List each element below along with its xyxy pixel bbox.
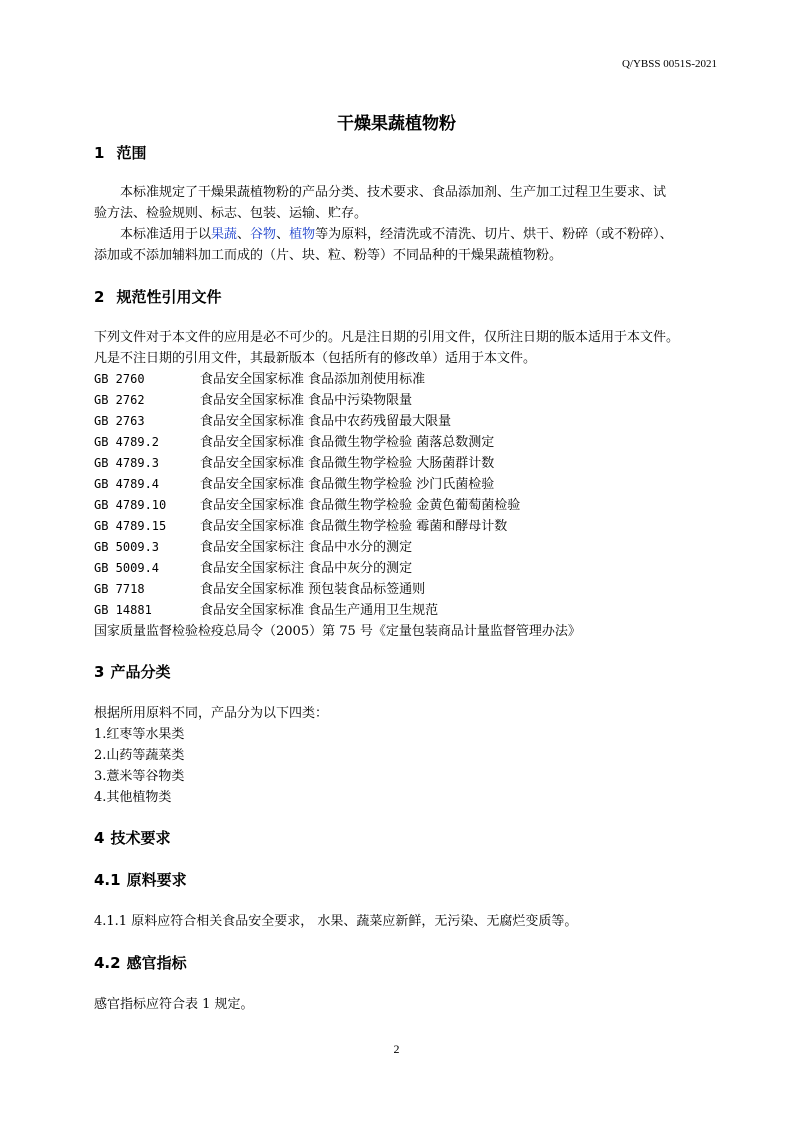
section-number: 4.1	[94, 871, 121, 889]
reference-item	[94, 411, 451, 432]
link-zhiwu[interactable]: 植物	[289, 227, 316, 242]
classification-item: 1.红枣等水果类	[94, 727, 185, 742]
section-3-heading	[94, 662, 170, 682]
scope-p2-prefix: 本标准适用于以	[120, 227, 212, 242]
reference-code: GB 5009.3	[94, 540, 160, 554]
reference-code: GB 4789.15	[94, 519, 167, 533]
classification-intro: 根据所用原料不同，产品分为以下四类：	[94, 706, 329, 721]
reference-code: GB 14881	[94, 603, 152, 617]
section-number: 4	[94, 829, 105, 847]
reference-code: GB 2762	[94, 393, 145, 407]
reference-title: 食品安全国家标注 食品中水分的测定	[200, 540, 413, 555]
link-guoshu[interactable]: 果蔬	[211, 227, 238, 242]
section-4-1-heading	[94, 870, 187, 890]
reference-item	[94, 390, 412, 411]
reference-title: 食品安全国家标准 食品中污染物限量	[200, 393, 413, 408]
section-title: 感官指标	[126, 954, 187, 972]
scope-p2-line1	[120, 224, 748, 245]
section-4-heading	[94, 828, 170, 848]
normative-intro-line1: 下列文件对于本文件的应用是必不可少的。凡是注日期的引用文件，仅所注日期的版本适用于本文件。	[94, 330, 680, 345]
reference-code: GB 2763	[94, 414, 145, 428]
separator: 、	[237, 227, 251, 242]
section-1-heading	[94, 143, 146, 163]
section-title: 产品分类	[110, 663, 171, 681]
section-number: 2	[94, 288, 105, 306]
classification-item: 3.薏米等谷物类	[94, 769, 185, 784]
reference-title: 食品安全国家标准 食品生产通用卫生规范	[200, 603, 439, 618]
reference-item	[94, 369, 425, 390]
scope-paragraph-2	[94, 224, 748, 266]
reference-code: GB 4789.3	[94, 456, 160, 470]
section-number: 4.2	[94, 954, 121, 972]
reference-code: GB 5009.4	[94, 561, 160, 575]
sensory-text: 感官指标应符合表 1 规定。	[94, 997, 254, 1012]
reference-item	[94, 432, 494, 453]
reference-item	[94, 516, 507, 537]
reference-code: GB 2760	[94, 372, 145, 386]
normative-intro	[94, 327, 722, 369]
scope-paragraph-1	[94, 182, 748, 224]
section-number: 3	[94, 663, 105, 681]
section-title: 原料要求	[126, 871, 187, 889]
section-number: 1	[94, 144, 105, 162]
reference-code: GB 4789.2	[94, 435, 160, 449]
reference-title: 食品安全国家标准 食品微生物学检验 大肠菌群计数	[200, 456, 495, 471]
scope-p1-line1: 本标准规定了干燥果蔬植物粉的产品分类、技术要求、食品添加剂、生产加工过程卫生要求、试	[120, 185, 667, 200]
reference-title: 食品安全国家标准 食品微生物学检验 沙门氏菌检验	[200, 477, 495, 492]
reference-title: 食品安全国家标准 食品微生物学检验 金黄色葡萄菌检验	[200, 498, 521, 513]
reference-item	[94, 558, 412, 579]
reference-title: 食品安全国家标准 食品微生物学检验 霉菌和酵母计数	[200, 519, 508, 534]
reference-item	[94, 579, 425, 600]
reference-code: GB 4789.4	[94, 477, 160, 491]
reference-item	[94, 537, 412, 558]
normative-order: 国家质量监督检验检疫总局令（2005）第 75 号《定量包装商品计量监督管理办法》	[94, 624, 581, 639]
section-4-2-heading	[94, 953, 187, 973]
reference-title: 食品安全国家标准 食品微生物学检验 菌落总数测定	[200, 435, 495, 450]
reference-title: 食品安全国家标注 食品中灰分的测定	[200, 561, 413, 576]
reference-item	[94, 453, 494, 474]
reference-title: 食品安全国家标准 预包装食品标签通则	[200, 582, 426, 597]
normative-intro-line2: 凡是不注日期的引用文件，其最新版本（包括所有的修改单）适用于本文件。	[94, 351, 537, 366]
scope-p2-line2: 添加或不添加辅料加工而成的（片、块、粒、粉等）不同品种的干燥果蔬植物粉。	[94, 248, 563, 263]
section-title: 规范性引用文件	[116, 288, 222, 306]
reference-title: 食品安全国家标准 食品中农药残留最大限量	[200, 414, 452, 429]
document-title: 干燥果蔬植物粉	[337, 114, 456, 134]
scope-p1-line2: 验方法、检验规则、标志、包装、运输、贮存。	[94, 206, 368, 221]
raw-material-text: 4.1.1 原料应符合相关食品安全要求， 水果、蔬菜应新鲜，无污染、无腐烂变质等。	[94, 914, 578, 929]
classification-item: 2.山药等蔬菜类	[94, 748, 185, 763]
section-title: 范围	[116, 144, 147, 162]
section-2-heading	[94, 287, 221, 307]
reference-code: GB 4789.10	[94, 498, 167, 512]
link-guwu[interactable]: 谷物	[250, 227, 277, 242]
scope-p2-suffix: 等为原料，经清洗或不清洗、切片、烘干、粉碎（或不粉碎）、	[315, 227, 673, 242]
classification-item: 4.其他植物类	[94, 790, 172, 805]
page-number: 2	[393, 1042, 400, 1056]
reference-code: GB 7718	[94, 582, 145, 596]
reference-title: 食品安全国家标准 食品添加剂使用标准	[200, 372, 426, 387]
section-title: 技术要求	[110, 829, 171, 847]
reference-item	[94, 600, 438, 621]
reference-item	[94, 474, 494, 495]
standard-number: Q/YBSS 0051S-2021	[621, 58, 717, 70]
reference-item	[94, 495, 520, 516]
separator: 、	[276, 227, 290, 242]
